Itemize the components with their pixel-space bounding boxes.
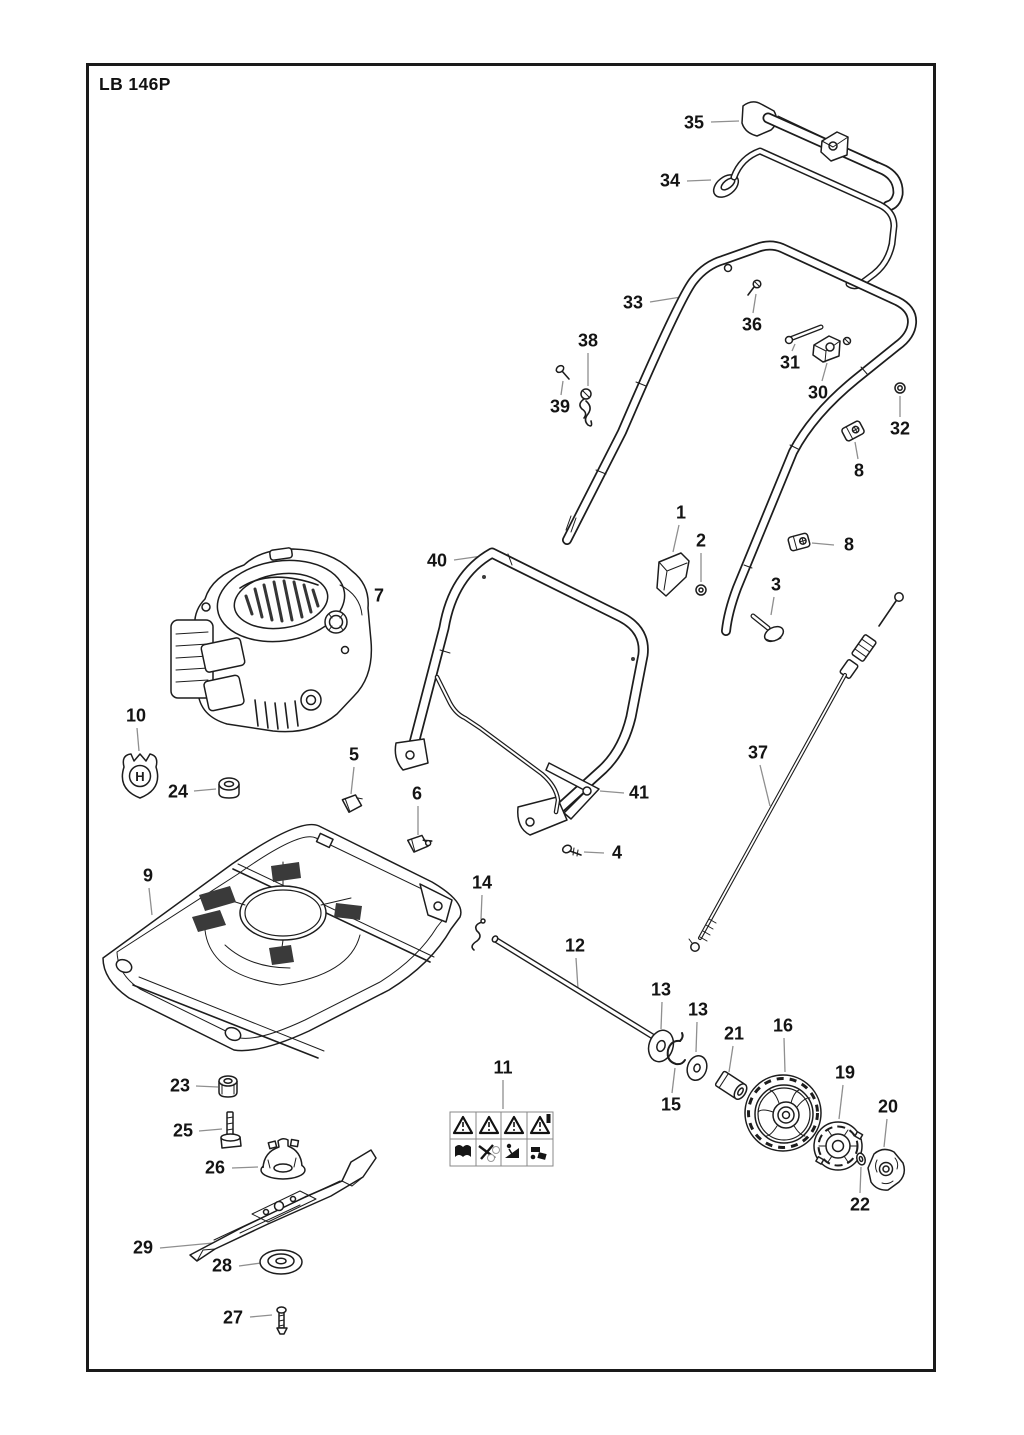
callout-32: 32: [889, 418, 911, 439]
washer-2: [696, 585, 706, 595]
throttle-cable: [689, 593, 903, 951]
leader-line: [672, 1068, 675, 1093]
page-title: LB 146P: [99, 74, 171, 94]
callout-40: 40: [426, 550, 448, 571]
callout-13: 13: [687, 999, 709, 1020]
leader-line: [576, 958, 578, 989]
callout-36: 36: [741, 314, 763, 335]
pin-bolt-3: [753, 616, 786, 644]
leader-line: [673, 525, 679, 552]
leader-line: [600, 791, 624, 793]
leader-line: [481, 895, 482, 919]
wheel: [745, 1075, 821, 1151]
leader-line: [561, 381, 563, 395]
callout-39: 39: [549, 396, 571, 417]
leader-line: [194, 789, 216, 791]
control-bail: [709, 151, 894, 286]
leader-line: [839, 1085, 843, 1119]
leader-line: [729, 1046, 733, 1072]
husqvarna-badge: [122, 754, 157, 798]
callout-2: 2: [695, 530, 707, 551]
callout-41: 41: [628, 782, 650, 803]
leader-line: [696, 1022, 697, 1052]
leader-line: [812, 543, 834, 545]
callout-1: 1: [675, 502, 687, 523]
leader-line: [351, 767, 354, 794]
callout-25: 25: [172, 1120, 194, 1141]
leader-line: [884, 1119, 887, 1147]
callout-26: 26: [204, 1157, 226, 1178]
callout-8: 8: [853, 460, 865, 481]
ring-22: [855, 1152, 866, 1166]
callout-35: 35: [683, 112, 705, 133]
rear-guard-frame: [395, 550, 643, 835]
callout-3: 3: [770, 574, 782, 595]
callout-37: 37: [747, 742, 769, 763]
leader-line: [860, 1167, 861, 1193]
callout-30: 30: [807, 382, 829, 403]
callout-21: 21: [723, 1023, 745, 1044]
husqvarna-logo-letter: H: [135, 769, 145, 784]
leader-line: [584, 852, 604, 853]
callout-11: 11: [493, 1057, 513, 1078]
grommet-24: [219, 778, 239, 798]
washer-13b: [684, 1053, 710, 1083]
lower-handle: [566, 246, 912, 632]
callout-4: 4: [611, 842, 623, 863]
support-washer: [260, 1250, 302, 1274]
cable-clip-lower: [788, 533, 811, 552]
callout-5: 5: [348, 744, 360, 765]
wheel-bushing: [715, 1071, 749, 1102]
callout-14: 14: [471, 872, 493, 893]
screw-36: [748, 280, 761, 295]
mower-deck: [103, 825, 461, 1058]
callout-13: 13: [650, 979, 672, 1000]
leader-line: [771, 597, 774, 615]
callout-19: 19: [834, 1062, 856, 1083]
leader-line: [199, 1129, 222, 1131]
leader-line: [711, 121, 739, 122]
leader-line: [661, 1002, 662, 1029]
leader-line: [196, 1086, 218, 1087]
callout-7: 7: [373, 585, 385, 606]
engine: [171, 548, 371, 732]
cable-clip-upper: [841, 420, 865, 442]
leader-line: [784, 1038, 785, 1072]
mulch-wedge: [657, 553, 689, 596]
callout-24: 24: [167, 781, 189, 802]
callout-38: 38: [577, 330, 599, 351]
screw-4: [561, 844, 581, 856]
blade-adapter: [261, 1139, 305, 1179]
callout-31: 31: [779, 352, 801, 373]
clip-5: [342, 793, 365, 813]
callout-28: 28: [211, 1255, 233, 1276]
handle-clamp: [813, 336, 851, 362]
callout-6: 6: [411, 783, 423, 804]
nut-23: [219, 1076, 237, 1097]
screw-39: [555, 364, 569, 379]
bolt-25: [221, 1112, 241, 1148]
callout-12: 12: [564, 935, 586, 956]
pin-31: [786, 327, 822, 344]
clip-6: [407, 833, 433, 852]
cable-hook: [580, 389, 592, 426]
leader-line: [855, 442, 858, 459]
callout-9: 9: [142, 865, 154, 886]
callout-10: 10: [125, 705, 147, 726]
leader-line: [792, 344, 795, 351]
callout-33: 33: [622, 292, 644, 313]
leader-line: [232, 1167, 258, 1168]
leader-line: [753, 294, 756, 313]
leader-line: [149, 888, 152, 915]
warning-decal: [450, 1112, 553, 1166]
cotter-pin: [472, 919, 485, 950]
leader-line: [760, 765, 770, 806]
callout-20: 20: [877, 1096, 899, 1117]
axle-rod: [491, 935, 652, 1036]
callout-29: 29: [132, 1237, 154, 1258]
wheel-hub: [814, 1122, 863, 1170]
callout-27: 27: [222, 1307, 244, 1328]
leader-line: [250, 1315, 272, 1317]
hub-cap: [868, 1149, 904, 1190]
callout-16: 16: [772, 1015, 794, 1036]
leader-line: [822, 363, 827, 381]
screw-27: [277, 1307, 287, 1334]
leader-line: [687, 180, 711, 181]
callout-23: 23: [169, 1075, 191, 1096]
leader-line: [137, 728, 139, 751]
callout-34: 34: [659, 170, 681, 191]
callout-15: 15: [660, 1094, 682, 1115]
callout-8: 8: [843, 534, 855, 555]
callout-22: 22: [849, 1194, 871, 1215]
nut-32: [895, 383, 905, 393]
leader-line: [239, 1263, 261, 1266]
